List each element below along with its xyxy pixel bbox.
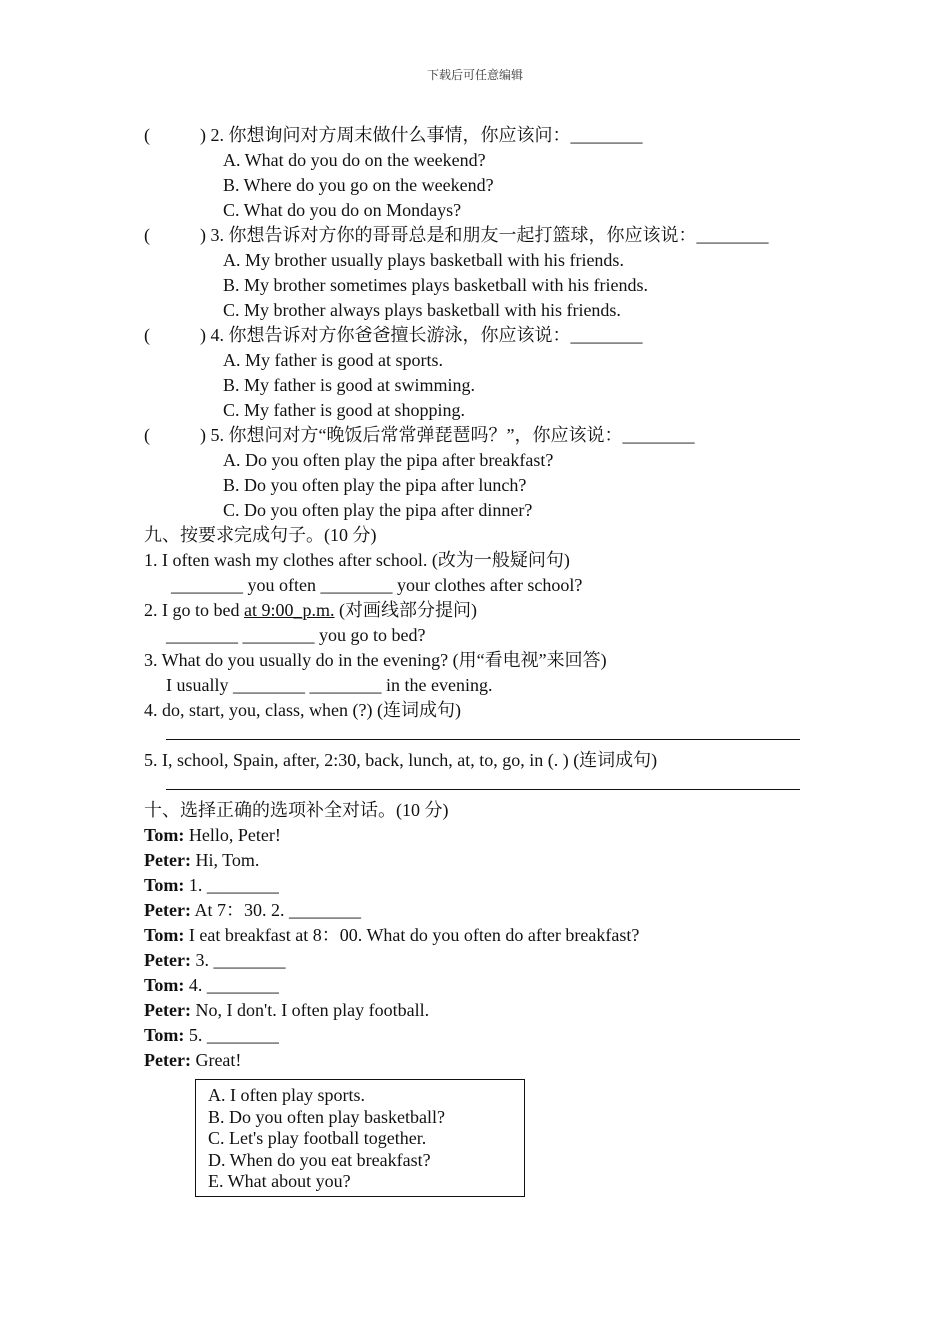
utterance: At 7：30. 2. ________ [190, 900, 361, 920]
answer-line-5 [144, 773, 804, 798]
sentence-2-prefix: 2. I go to bed [144, 600, 244, 620]
sentence-1: 1. I often wash my clothes after school. (改为一般疑问句) [144, 550, 570, 570]
utterance: 4. ________ [184, 975, 279, 995]
dialogue-line [144, 898, 804, 923]
speaker: Tom: [144, 825, 185, 845]
dialogue-line [144, 873, 804, 898]
underlined-phrase: at 9:00_p.m. [243, 600, 335, 620]
option-b: B. Do you often play the pipa after lunch? [223, 475, 527, 495]
option-c: C. My father is good at shopping. [223, 400, 465, 420]
question-4 [144, 323, 804, 348]
speaker: Peter: [144, 1000, 191, 1020]
dialogue-line [144, 823, 804, 848]
sentence-2-suffix: (对画线部分提问) [334, 600, 477, 620]
speaker: Tom: [144, 925, 185, 945]
sentence-3-answer: I usually ________ ________ in the evening. [166, 675, 493, 695]
sentence-1-answer: ________ you often ________ your clothes after school? [171, 575, 583, 595]
question-2 [144, 123, 804, 148]
option-c: C. My brother always plays basketball with his friends. [223, 300, 621, 320]
dialogue-line [144, 1048, 804, 1073]
option-c: C. What do you do on Mondays? [223, 200, 462, 220]
utterance: Hi, Tom. [190, 850, 260, 870]
option-a: A. What do you do on the weekend? [223, 150, 486, 170]
options-box [195, 1079, 525, 1197]
speaker: Peter: [144, 1050, 191, 1070]
section-10-title: 十、选择正确的选项补全对话。(10 分) [144, 800, 449, 820]
speaker: Peter: [144, 950, 191, 970]
option-a: A. My father is good at sports. [223, 350, 443, 370]
dialogue-line [144, 973, 804, 998]
question-stem: ) 5. 你想问对方“晚饭后常常弹琵琶吗？”，你应该说：________ [200, 425, 695, 445]
sentence-3: 3. What do you usually do in the evening? (用“看电视”来回答) [144, 650, 607, 670]
dialogue-line [144, 998, 804, 1023]
question-3 [144, 223, 804, 248]
speaker: Peter: [144, 850, 191, 870]
blank-underline [166, 773, 800, 790]
utterance: 5. ________ [184, 1025, 279, 1045]
speaker: Tom: [144, 975, 185, 995]
answer-paren: ( [144, 125, 150, 145]
answer-paren: ( [144, 225, 150, 245]
utterance: Hello, Peter! [184, 825, 281, 845]
option-b: B. Where do you go on the weekend? [223, 175, 494, 195]
sentence-5: 5. I, school, Spain, after, 2:30, back, lunch, at, to, go, in (. ) (连词成句) [144, 750, 658, 770]
speaker: Peter: [144, 900, 191, 920]
speaker: Tom: [144, 1025, 185, 1045]
option-item: B. Do you often play basketball? [208, 1106, 445, 1127]
speaker: Tom: [144, 875, 185, 895]
option-item: A. I often play sports. [208, 1085, 365, 1105]
sentence-2-answer: ________ ________ you go to bed? [166, 625, 426, 645]
dialogue-line [144, 948, 804, 973]
sentence-2 [144, 598, 804, 623]
question-stem: ) 2. 你想询问对方周末做什么事情，你应该问：________ [200, 125, 643, 145]
section-9-title: 九、按要求完成句子。(10 分) [144, 525, 377, 545]
answer-paren: ( [144, 325, 150, 345]
option-item: C. Let's play football together. [208, 1128, 427, 1148]
page-header: 下载后可任意编辑 [426, 68, 523, 82]
option-c: C. Do you often play the pipa after dinner? [223, 500, 533, 520]
option-a: A. My brother usually plays basketball with his friends. [223, 250, 624, 270]
worksheet-content [144, 123, 804, 1073]
option-item: D. When do you eat breakfast? [208, 1149, 431, 1170]
dialogue-line [144, 923, 804, 948]
option-item: E. What about you? [208, 1171, 351, 1191]
blank-underline [166, 723, 800, 740]
answer-paren: ( [144, 425, 150, 445]
question-stem: ) 3. 你想告诉对方你的哥哥总是和朋友一起打篮球，你应该说：________ [200, 225, 769, 245]
dialogue-line [144, 1023, 804, 1048]
utterance: Great! [190, 1050, 242, 1070]
question-5 [144, 423, 804, 448]
utterance: No, I don't. I often play football. [190, 1000, 430, 1020]
utterance: I eat breakfast at 8：00. What do you often do after breakfast? [184, 925, 640, 945]
option-b: B. My brother sometimes plays basketball with his friends. [223, 275, 648, 295]
option-b: B. My father is good at swimming. [223, 375, 475, 395]
dialogue-line [144, 848, 804, 873]
question-stem: ) 4. 你想告诉对方你爸爸擅长游泳，你应该说：________ [200, 325, 643, 345]
utterance: 3. ________ [190, 950, 286, 970]
option-a: A. Do you often play the pipa after breakfast? [223, 450, 554, 470]
sentence-4: 4. do, start, you, class, when (?) (连词成句) [144, 700, 461, 720]
utterance: 1. ________ [184, 875, 279, 895]
answer-line-4 [144, 723, 804, 748]
dialogue [144, 823, 804, 1073]
